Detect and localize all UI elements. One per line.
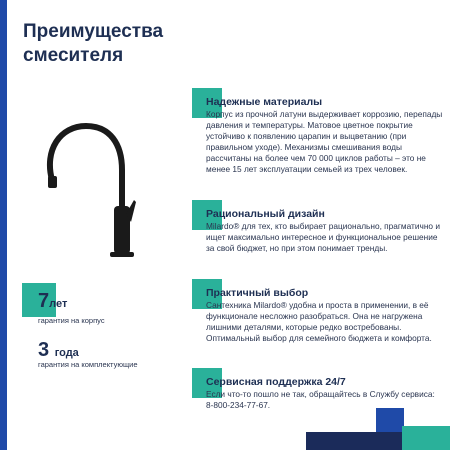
feature-text: Корпус из прочной латуни выдерживает коррозию, перепады давления и температуры. Матовое цветное покрытие устойчиво к появлению царапин и выцветанию (при правильном уходе). Механизмы смешивания воды рассчитаны на более чем 70 000 циклов работы – это не менее 15 лет эксплуатации семьей из трех человек. [206,109,443,174]
faucet-image [30,110,140,270]
feature-text: Если что-то пошло не так, обращайтесь в Службу сервиса: 8-800-234-77-67. [206,389,435,410]
decor-block-navy [306,432,402,450]
feature-title: Рациональный дизайн [206,208,325,220]
feature-text: Сантехника Milardo® удобна и проста в применении, в её функционале несложно разобраться. Она не нагружена лишними деталями, которые редко востребованы. Оптимальный выбор для семейного бюджета и комфорта. [206,300,432,343]
feature-materials [206,96,444,175]
stat-caption: гарантия на корпус [38,316,105,325]
decor-block-teal [402,426,450,450]
stat-caption: гарантия на комплектующие [38,360,138,369]
stat-number: 7лет [38,290,68,312]
feature-support [206,376,444,411]
feature-practical [206,287,444,344]
feature-title: Практичный выбор [206,287,309,299]
feature-text: Milardo® для тех, кто выбирает рационально, прагматично и ищет максимально интересное и функциональное решение за свой бюджет, но при этом понимает тренды. [206,221,440,253]
left-accent-bar [0,0,7,450]
stat-unit: лет [49,298,68,310]
feature-design [206,208,444,254]
decor-block-blue [376,408,404,432]
feature-title: Надежные материалы [206,96,323,108]
stat-number: 3 года [38,339,79,361]
feature-title: Сервисная поддержка 24/7 [206,376,346,388]
page-title: Преимущества смесителя [23,21,164,66]
stat-unit: года [54,347,79,359]
